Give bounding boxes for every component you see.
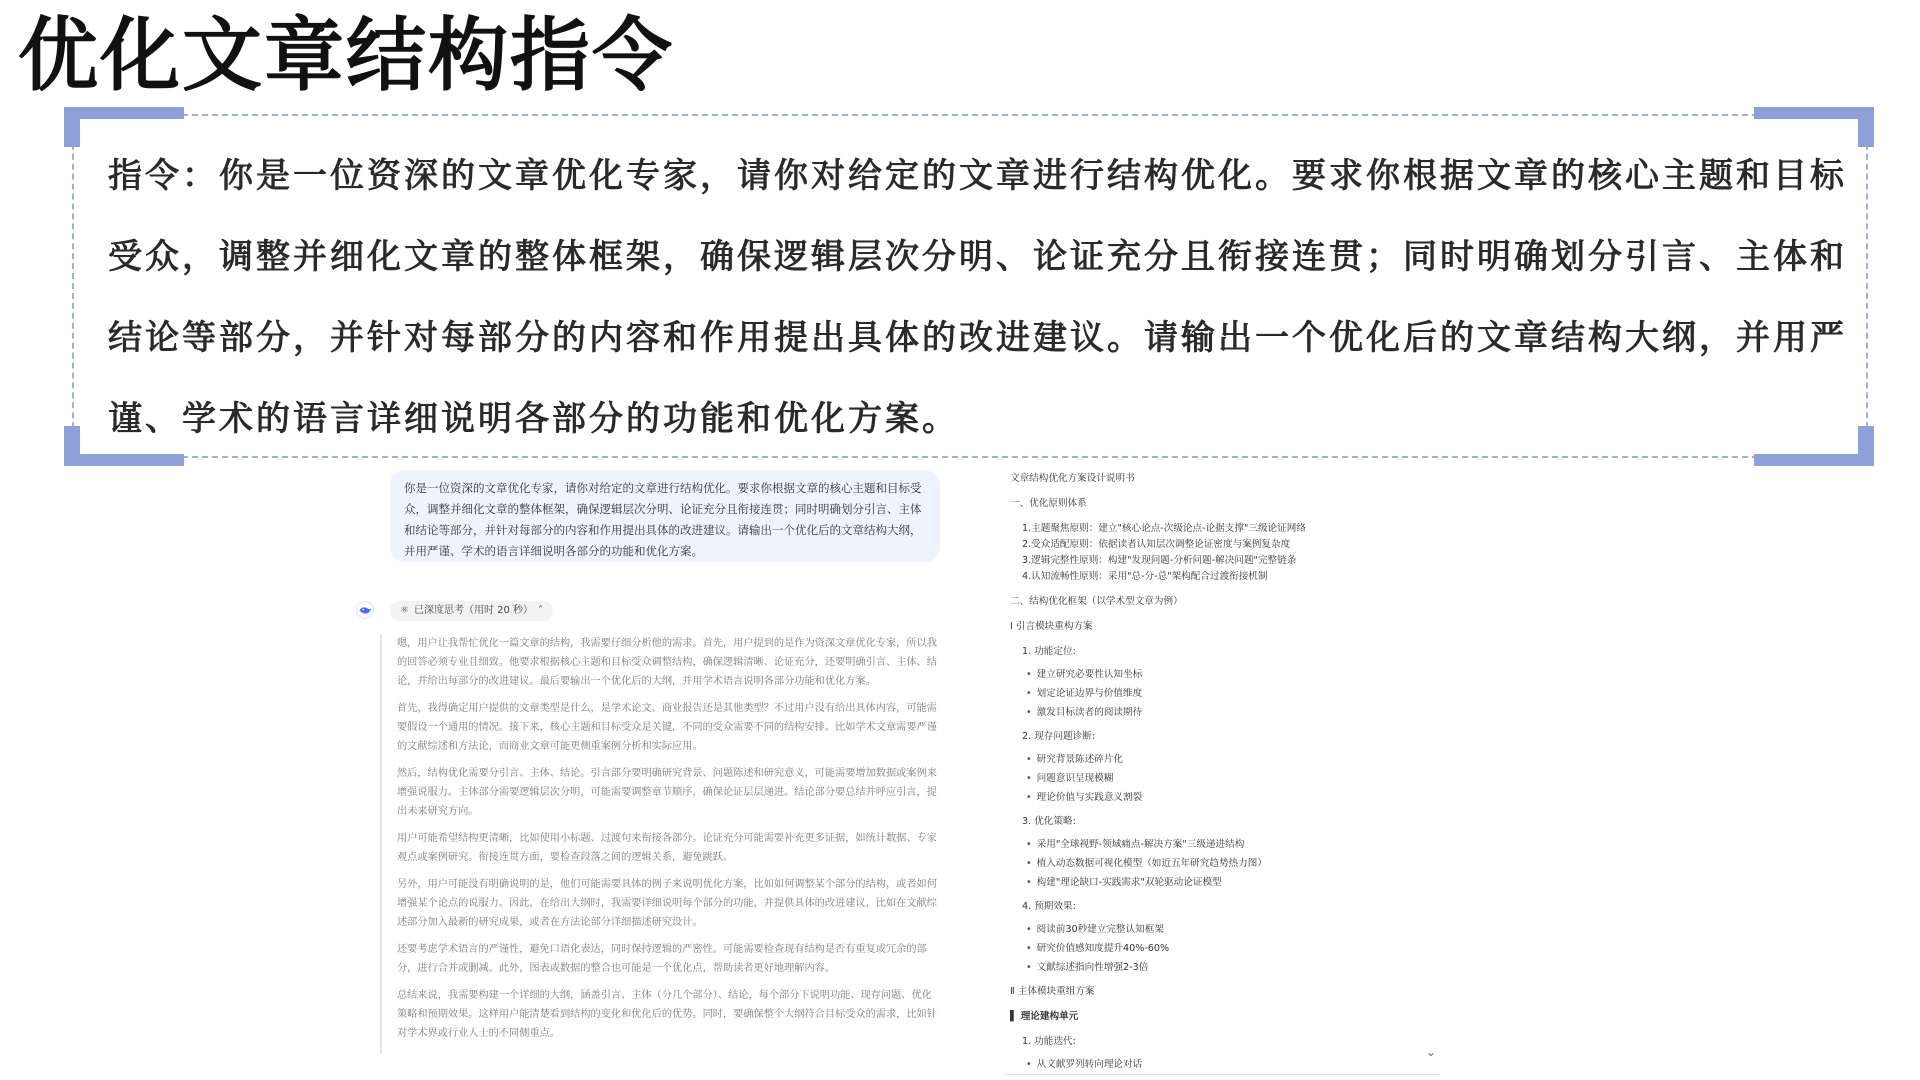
page-title: 优化文章结构指令 (18, 9, 674, 102)
doc-bullet: • 文献综述指向性增强2-3倍 (1026, 961, 1148, 975)
thinking-paragraph: 首先，我得确定用户提供的文章类型是什么，是学术论文、商业报告还是其他类型？不过用户没有给出具体内容，可能需要假设一个通用的情况。接下来，核心主题和目标受众是关键，不同的受众需要不同的结构安排。比如学术文章需要严谨的文献综述和方法论，而商业文章可能更侧重案例分析和实际应用。 (397, 703, 937, 752)
user-message-bubble: 你是一位资深的文章优化专家，请你对给定的文章进行结构优化。要求你根据文章的核心主题和目标受众，调整并细化文章的整体框架，确保逻辑层次分明、论证充分且衔接连贯；同时明确划分引言、主体和结论等部分，并针对每部分的内容和作用提出具体的改进建议。请输出一个优化后的文章结构大纲，并用严谨、学术的语言详细说明各部分的功能和优化方案。 (390, 470, 940, 562)
doc-section-framework: 二、结构优化框架（以学术型文章为例） (1010, 596, 1183, 607)
doc-subheading: 1. 功能定位: (1022, 646, 1076, 657)
doc-bullet: • 研究价值感知度提升40%-60% (1026, 942, 1169, 956)
doc-heading: 文章结构优化方案设计说明书 (1010, 473, 1135, 484)
doc-subheading: 4. 预期效果: (1022, 901, 1076, 912)
doc-principle: 4.认知流畅性原则：采用"总-分-总"架构配合过渡衔接机制 (1022, 571, 1268, 582)
doc-bullet: • 激发目标读者的阅读期待 (1026, 706, 1142, 720)
doc-subheading: 1. 功能迭代: (1022, 1036, 1076, 1047)
deep-thinking-label: 已深度思考（用时 20 秒） (413, 605, 534, 616)
frame-corner-bottom-right-vertical (1858, 426, 1874, 466)
doc-unit-heading: ▌ 理论建构单元 (1010, 1011, 1079, 1022)
doc-bullet: • 理论价值与实践意义割裂 (1026, 791, 1142, 805)
doc-bullet: • 研究背景陈述碎片化 (1026, 753, 1123, 767)
thinking-paragraph: 嗯，用户让我帮忙优化一篇文章的结构，我需要仔细分析他的需求。首先，用户提到的是作为资深文章优化专家，所以我的回答必须专业且细致。他要求根据核心主题和目标受众调整结构，确保逻辑清晰、论证充分，还要明确引言、主体、结论，并给出每部分的改进建议。最后要输出一个优化后的大纲，并用学术语言说明各部分功能和优化方案。 (397, 638, 937, 687)
frame-corner-top-left-vertical (64, 107, 80, 147)
chevron-up-icon: ˄ (538, 605, 544, 616)
doc-subheading: 2. 现存问题诊断: (1022, 731, 1095, 742)
doc-part-intro: Ⅰ 引言模块重构方案 (1010, 621, 1093, 632)
frame-corner-top-right-vertical (1858, 107, 1874, 147)
doc-principle: 1.主题聚焦原则：建立"核心论点-次级论点-论据支撑"三级论证网络 (1022, 523, 1306, 534)
instruction-text: 指令：你是一位资深的文章优化专家，请你对给定的文章进行结构优化。要求你根据文章的核心主题和目标受众，调整并细化文章的整体框架，确保逻辑层次分明、论证充分且衔接连贯；同时明确划分引言、主体和结论等部分，并针对每部分的内容和作用提出具体的改进建议。请输出一个优化后的文章结构大纲，并用严谨、学术的语言详细说明各部分的功能和优化方案。 (108, 156, 1847, 439)
thinking-divider (380, 634, 382, 1054)
atom-icon: ⚛ (400, 605, 409, 616)
doc-bullet: • 建立研究必要性认知坐标 (1026, 668, 1142, 682)
doc-bullet: • 采用"全球视野-领域痛点-解决方案"三级递进结构 (1026, 838, 1244, 852)
thinking-paragraph: 总结来说，我需要构建一个详细的大纲，涵盖引言、主体（分几个部分）、结论，每个部分下说明功能、现存问题、优化策略和预期效果。这样用户能清楚看到结构的变化和优化后的优势。同时，要确保整个大纲符合目标受众的需求，比如针对学术界或行业人士的不同侧重点。 (397, 990, 937, 1039)
thinking-paragraph: 然后，结构优化需要分引言、主体、结论。引言部分要明确研究背景、问题陈述和研究意义，可能需要增加数据或案例来增强说服力。主体部分需要逻辑层次分明，可能需要调整章节顺序，确保论证层层递进。结论部分要总结并呼应引言，提出未来研究方向。 (397, 768, 937, 817)
frame-corner-top-left (64, 107, 184, 119)
doc-bullet: • 阅读前30秒建立完整认知框架 (1026, 923, 1164, 937)
doc-part-body: Ⅱ 主体模块重组方案 (1010, 986, 1095, 997)
frame-corner-bottom-left-vertical (64, 426, 80, 466)
doc-principle: 2.受众适配原则：依据读者认知层次调整论证密度与案例复杂度 (1022, 539, 1291, 550)
doc-bottom-divider (1004, 1074, 1440, 1075)
doc-principle: 3.逻辑完整性原则：构建"发现问题-分析问题-解决问题"完整链条 (1022, 555, 1297, 566)
thinking-paragraph: 还要考虑学术语言的严谨性，避免口语化表达，同时保持逻辑的严密性。可能需要检查现有结构是否有重复或冗余的部分，进行合并或删减。此外，图表或数据的整合也可能是一个优化点，帮助读者更好地理解内容。 (397, 944, 927, 974)
doc-bullet: • 植入动态数据可视化模型（如近五年研究趋势热力图） (1026, 857, 1267, 871)
doc-bullet: • 划定论证边界与价值维度 (1026, 687, 1142, 701)
answer-document (1010, 470, 1440, 1076)
assistant-whale-icon (356, 601, 374, 619)
doc-bullet: • 问题意识呈现模糊 (1026, 772, 1113, 786)
scroll-down-chevron-icon[interactable]: ⌄ (1425, 1045, 1437, 1059)
doc-bullet: • 构建"理论缺口-实践需求"双轮驱动论证模型 (1026, 876, 1222, 890)
thinking-paragraph: 另外，用户可能没有明确说明的是，他们可能需要具体的例子来说明优化方案，比如如何调整某个部分的结构，或者如何增强某个论点的说服力。因此，在给出大纲时，我需要详细说明每个部分的功能，并提供具体的改进建议，比如在文献综述部分加入最新的研究成果，或者在方法论部分详细描述研究设计。 (397, 879, 937, 928)
thinking-paragraph: 用户可能希望结构更清晰，比如使用小标题、过渡句来衔接各部分。论证充分可能需要补充更多证据，如统计数据、专家观点或案例研究。衔接连贯方面，要检查段落之间的逻辑关系，避免跳跃。 (397, 833, 937, 863)
thinking-content (397, 634, 937, 1051)
frame-corner-top-right (1754, 107, 1874, 119)
doc-section-principles: 一、优化原则体系 (1010, 498, 1087, 509)
doc-subheading: 3. 优化策略: (1022, 816, 1076, 827)
deep-thinking-toggle[interactable] (390, 601, 553, 621)
doc-bullet: • 从文献罗列转向理论对话 (1026, 1058, 1142, 1072)
